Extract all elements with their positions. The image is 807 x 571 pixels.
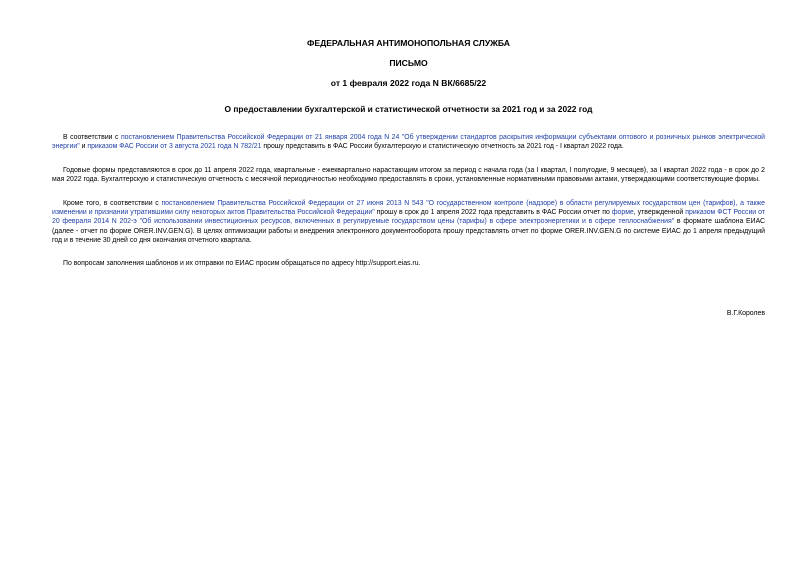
paragraph-1 bbox=[52, 133, 765, 152]
link-government-decree-543[interactable]: постановлением Правительства Российской Федерации от 27 июня 2013 N 543 "О государственном контроле (надзоре) в области регулируемых государством цен (тарифов), а также изменении и признании утратившими силу некоторых актов Правительства Российской Федерации" bbox=[52, 199, 765, 217]
document-type: ПИСЬМО bbox=[389, 58, 428, 68]
p3-text-3: , утвержденной bbox=[633, 209, 686, 217]
paragraph-3 bbox=[52, 199, 765, 246]
document-subject: О предоставлении бухгалтерской и статистической отчетности за 2021 год и за 2022 год bbox=[224, 104, 593, 114]
p3-text-2: прошу в срок до 1 апреля 2022 года представить в ФАС России отчет по bbox=[374, 209, 612, 217]
agency-name: ФЕДЕРАЛЬНАЯ АНТИМОНОПОЛЬНАЯ СЛУЖБА bbox=[307, 38, 510, 48]
signature: В.Г.Королев bbox=[726, 310, 765, 317]
p2-text-1: Годовые формы представляются в срок до 11 апреля 2022 года, квартальные - ежеквартально нарастающим итогом за период с начала года (за I квартал, I полугодие, 9 месяцев), за I квартал 2022 года - в срок до 2 мая 2022 года. Бухгалтерскую и статистическую отчетность с месячной периодичностью необходимо предоставлять в сроки, установленные нормативными правовыми актами, утверждающими соответствующие формы. bbox=[52, 166, 765, 184]
link-government-decree-24[interactable]: постановлением Правительства Российской Федерации от 21 января 2004 года N 24 "Об утверждении стандартов раскрытия информации субъектами оптового и розничных рынков электрической энергии" bbox=[52, 134, 765, 151]
p3-text-4: в формате шаблона ЕИАС (далее - отчет по форме ORER.INV.GEN.G). В целях оптимизации работы и внедрения электронного документооборота прошу представлять отчет по форме ORER.INV.GEN.G по системе ЕИАС до 1 апреля предыдущий год и в течение 30 дней со дня окончания отчетного квартала. bbox=[52, 218, 766, 245]
paragraph-4 bbox=[52, 259, 765, 268]
p1-text-1: В соответствии с bbox=[63, 134, 121, 141]
link-form[interactable]: форме bbox=[611, 209, 634, 217]
p3-text-1: Кроме того, в соответствии с bbox=[63, 199, 162, 207]
p1-text-2: и bbox=[79, 143, 88, 151]
p1-text-3: прошу представить в ФАС России бухгалтерскую и статистическую отчетность за 2021 год - I квартал 2022 года. bbox=[261, 143, 624, 151]
paragraph-2 bbox=[52, 166, 765, 185]
p4-text-1: По вопросам заполнения шаблонов и их отправки по ЕИАС просим обращаться по адресу http://support.eias.ru. bbox=[63, 259, 421, 267]
link-fst-order-202-e[interactable]: приказом ФСТ России от 20 февраля 2014 N 202-э "Об использовании инвестиционных ресурсов, включенных в регулируемые государством цены (тарифы) в сфере электроэнергетики и в сфере теплоснабжения" bbox=[52, 209, 765, 226]
document-date-number: от 1 февраля 2022 года N ВК/6685/22 bbox=[330, 78, 487, 88]
link-fas-order-782-21[interactable]: приказом ФАС России от 3 августа 2021 года N 782/21 bbox=[87, 143, 262, 151]
